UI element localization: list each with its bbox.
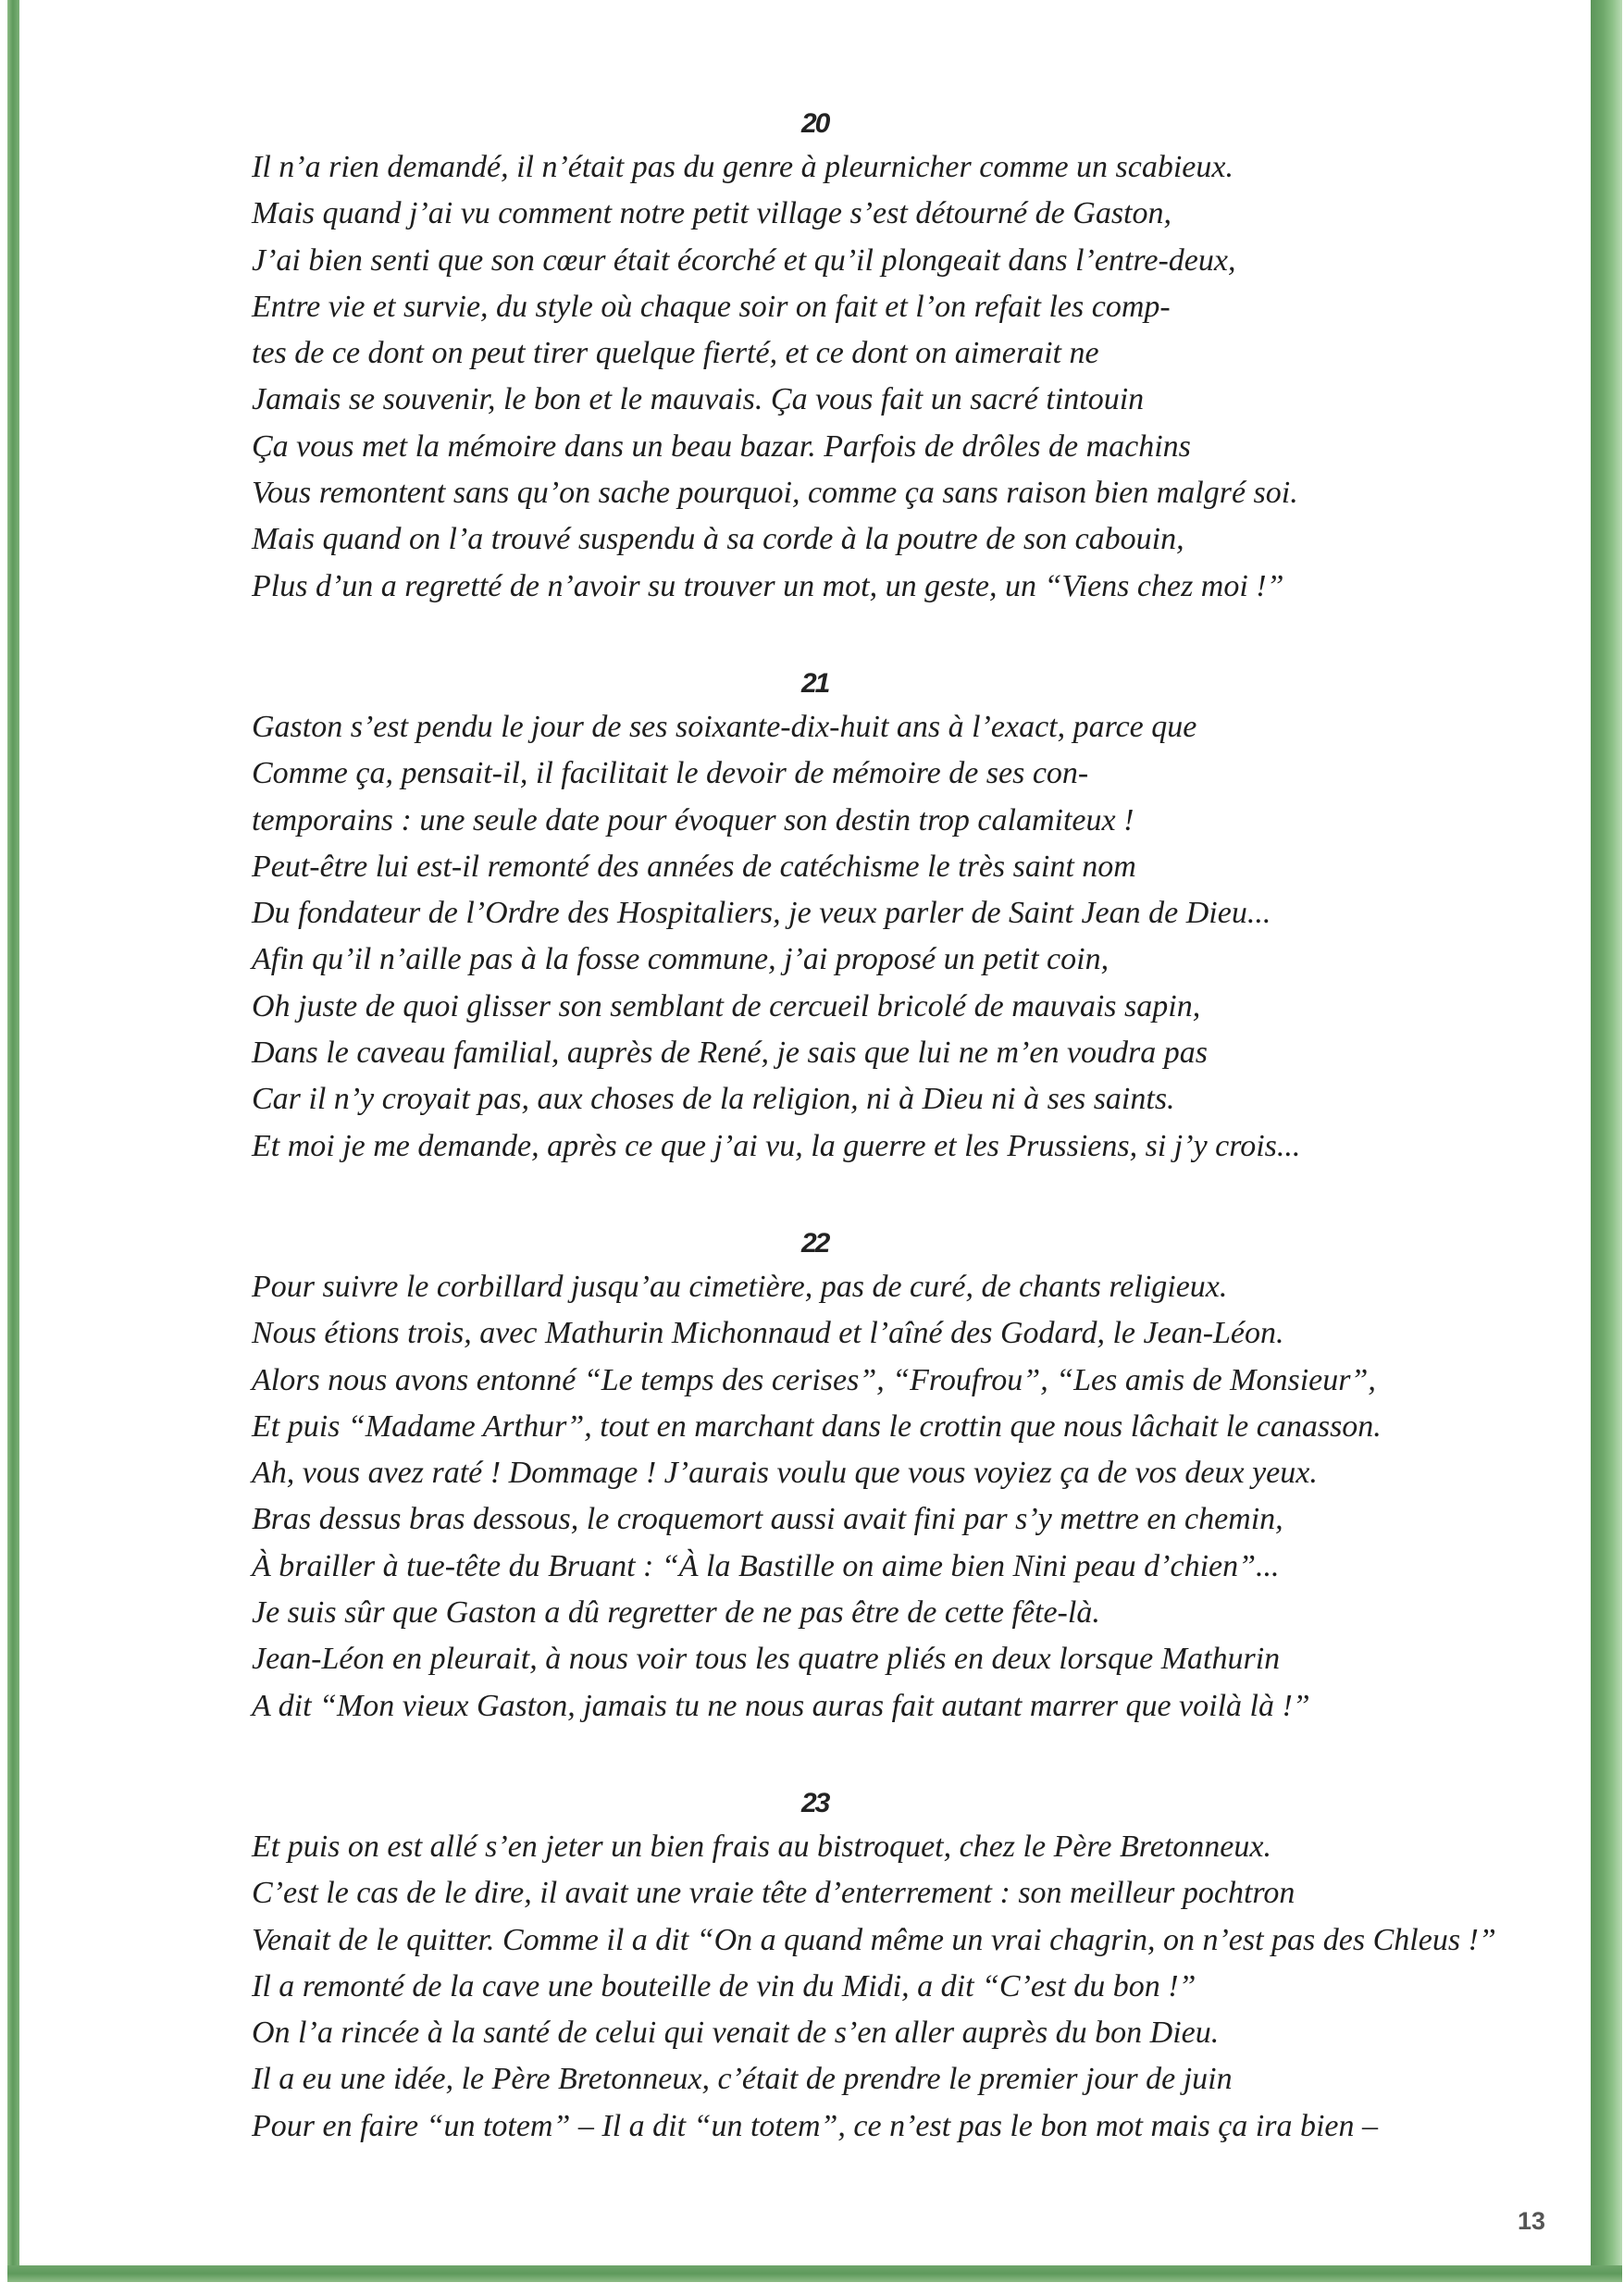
verse-line: Ça vous met la mémoire dans un beau bazar. Parfois de drôles de machins [252,428,1191,464]
verse-line: Il a remonté de la cave une bouteille de vin du Midi, a dit “C’est du bon !” [252,1968,1196,2003]
verse-line: Vous remontent sans qu’on sache pourquoi, comme ça sans raison bien malgré soi. [252,476,1298,511]
verse-line: Dans le caveau familial, auprès de René, je sais que lui ne m’en voudra pas [252,1036,1209,1071]
verse-line: Mais quand on l’a trouvé suspendu à sa corde à la poutre de son cabouin, [252,522,1184,557]
verse-line: Il n’a rien demandé, il n’était pas du genre à pleurnicher comme un scabieux. [252,150,1233,184]
verse-line: Il a eu une idée, le Père Bretonneux, c’était de prendre le premier jour de juin [252,2062,1233,2097]
verse-line: Pour suivre le corbillard jusqu’au cimetière, pas de curé, de chants religieux. [252,1269,1228,1304]
verse-line: Et moi je me demande, après ce que j’ai vu, la guerre et les Prussiens, si j’y crois... [252,1128,1301,1163]
verse-line: Car il n’y croyait pas, aux choses de la religion, ni à Dieu ni à ses saints. [252,1082,1175,1117]
stanza-22 [252,1223,1566,1730]
verse-line: On l’a rincée à la santé de celui qui venait de s’en aller auprès du bon Dieu. [252,2016,1220,2051]
stanza-number: 22 [801,1227,829,1259]
verse-line: À brailler à tue-tête du Bruant : “À la Bastille on aime bien Nini peau d’chien”... [252,1548,1280,1583]
stanza-number: 21 [801,667,829,699]
verse-line: A dit “Mon vieux Gaston, jamais tu ne nous auras fait autant marrer que voilà là !” [252,1688,1310,1723]
poem-body [252,104,1566,2203]
verse-line: Comme ça, pensait-il, il facilitait le devoir de mémoire de ses con- [252,756,1089,791]
verse-line: Mais quand j’ai vu comment notre petit village s’est détourné de Gaston, [252,196,1172,231]
stanza-23 [252,1783,1566,2150]
verse-line: Et puis “Madame Arthur”, tout en marchant dans le crottin que nous lâchait le canasson. [252,1408,1382,1444]
stanza-number: 23 [801,1787,829,1818]
verse-line: J’ai bien senti que son cœur était écorché et qu’il plongeait dans l’entre-deux, [252,242,1236,278]
verse-line: Bras dessus bras dessous, le croquemort aussi avait fini par s’y mettre en chemin, [252,1502,1283,1537]
verse-line: Je suis sûr que Gaston a dû regretter de ne pas être de cette fête-là. [252,1595,1100,1631]
verse-line: tes de ce dont on peut tirer quelque fierté, et ce dont on aimerait ne [252,336,1099,371]
page-border-left [7,0,19,2275]
verse-line: Plus d’un a regretté de n’avoir su trouver un mot, un geste, un “Viens chez moi !” [252,568,1284,603]
verse-line: Alors nous avons entonné “Le temps des cerises”, “Froufrou”, “Les amis de Monsieur”, [252,1362,1376,1397]
verse-line: C’est le cas de le dire, il avait une vraie tête d’enterrement : son meilleur pochtron [252,1876,1295,1911]
verse-line: Oh juste de quoi glisser son semblant de cercueil bricolé de mauvais sapin, [252,988,1201,1023]
verse-line: Gaston s’est pendu le jour de ses soixante-dix-huit ans à l’exact, parce que [252,709,1197,744]
page-border-bottom [7,2265,1622,2282]
verse-line: Du fondateur de l’Ordre des Hospitaliers, je veux parler de Saint Jean de Dieu... [252,896,1271,931]
page-border-right [1591,0,1622,2275]
verse-line: Entre vie et survie, du style où chaque soir on fait et l’on refait les comp- [252,289,1171,324]
stanza-21 [252,664,1566,1170]
verse-line: Venait de le quitter. Comme il a dit “On a quand même un vrai chagrin, on n’est pas des Chleus !” [252,1922,1496,1957]
verse-line: Jean-Léon en pleurait, à nous voir tous les quatre pliés en deux lorsque Mathurin [252,1642,1281,1677]
verse-line: Ah, vous avez raté ! Dommage ! J’aurais voulu que vous voyiez ça de vos deux yeux. [252,1456,1318,1491]
page-number: 13 [1518,2207,1546,2235]
stanza-number: 20 [801,108,829,139]
stanza-20 [252,104,1566,610]
verse-line: temporains : une seule date pour évoquer son destin trop calamiteux ! [252,802,1134,837]
verse-line: Jamais se souvenir, le bon et le mauvais. Ça vous fait un sacré tintouin [252,382,1145,417]
verse-line: Pour en faire “un totem” – Il a dit “un totem”, ce n’est pas le bon mot mais ça ira bien – [252,2108,1378,2143]
verse-line: Nous étions trois, avec Mathurin Michonnaud et l’aîné des Godard, le Jean-Léon. [252,1316,1284,1351]
verse-line: Afin qu’il n’aille pas à la fosse commune, j’ai proposé un petit coin, [252,942,1110,977]
verse-line: Et puis on est allé s’en jeter un bien frais au bistroquet, chez le Père Bretonneux. [252,1829,1271,1864]
verse-line: Peut-être lui est-il remonté des années de catéchisme le très saint nom [252,849,1136,884]
